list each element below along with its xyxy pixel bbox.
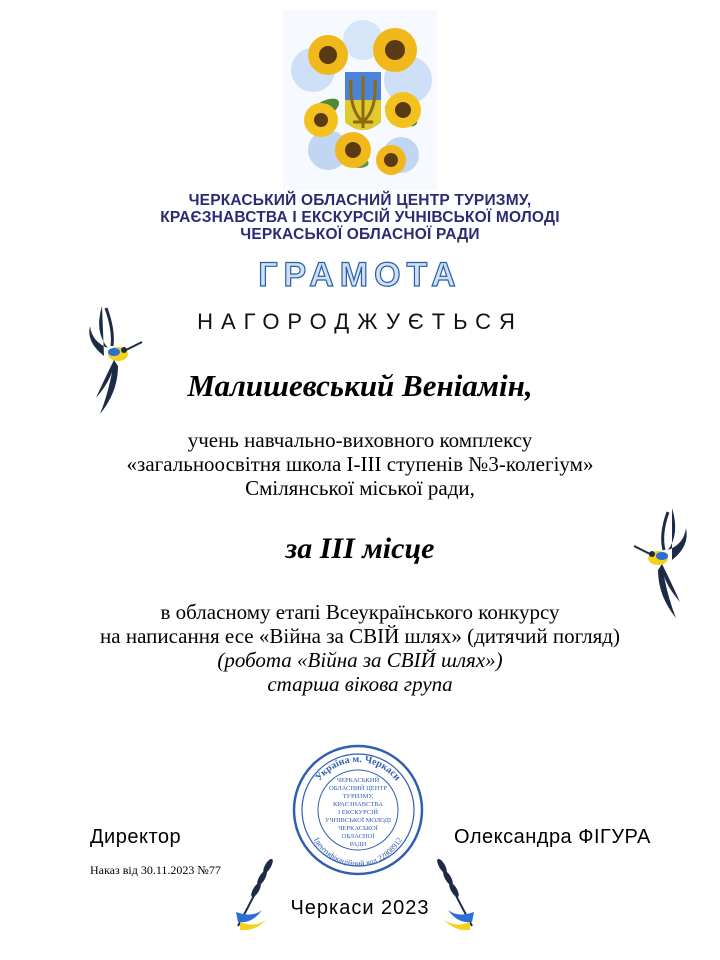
- contest-age-group: старша вікова група: [267, 672, 453, 696]
- stamp-code-text: Ідентифікаційний код 22808912: [312, 835, 404, 868]
- document-title: ГРАМОТА: [258, 256, 462, 294]
- school-line-3: Смілянської міської ради,: [245, 476, 475, 500]
- stamp-inner-line: ОБЛАСНИЙ ЦЕНТР: [328, 785, 388, 792]
- stamp-inner-line: ТУРИЗМУ,: [342, 793, 374, 800]
- stamp-inner-line: РАДИ: [349, 841, 367, 848]
- place-award: за ІІІ місце: [285, 532, 435, 565]
- school-line-1: учень навчально-виховного комплексу: [187, 428, 533, 452]
- stamp-inner-line: КРАЄЗНАВСТВА: [332, 801, 384, 808]
- director-label: Директор: [90, 826, 182, 848]
- stamp-inner-line: ЧЕРКАСЬКИЙ: [336, 777, 380, 784]
- organization-header: [0, 192, 720, 243]
- stamp-seal: [288, 740, 428, 880]
- stamp-inner-line: І ЕКСКУРСІЙ: [338, 809, 378, 816]
- hummingbird-icon: [84, 302, 146, 422]
- city-year: Черкаси 2023: [290, 897, 430, 919]
- stamp-inner-line: УЧНІВСЬКОЇ МОЛОДІ: [324, 817, 392, 824]
- recipient-name: Малишевський Веніамін,: [187, 368, 533, 403]
- stamp-inner-line: ОБЛАСНОЇ: [341, 833, 375, 840]
- school-description: [0, 428, 720, 500]
- organization-line-2: КРАЄЗНАВСТВА І ЕКСКУРСІЙ УЧНІВСЬКОЇ МОЛОДІ: [160, 209, 560, 226]
- contest-work-title: (робота «Війна за СВІЙ шлях»): [217, 648, 503, 672]
- organization-line-1: ЧЕРКАСЬКИЙ ОБЛАСНИЙ ЦЕНТР ТУРИЗМУ,: [188, 192, 532, 209]
- contest-description: [0, 600, 720, 696]
- contest-line-2: на написання есе «Війна за СВІЙ шлях» (дитячий погляд): [100, 624, 620, 648]
- school-line-2: «загальноосвітня школа І-ІІІ ступенів №3-колегіум»: [126, 452, 594, 476]
- awarded-label: НАГОРОДЖУЄТЬСЯ: [197, 309, 523, 334]
- sunflower-trident-emblem: [283, 10, 437, 190]
- organization-line-3: ЧЕРКАСЬКОЇ ОБЛАСНОЇ РАДИ: [240, 226, 480, 243]
- stamp-outer-text: Україна м. Черкаси: [313, 753, 403, 784]
- director-name: Олександра ФІГУРА: [454, 826, 651, 848]
- order-reference: Наказ від 30.11.2023 №77: [90, 863, 221, 877]
- wheat-icon: [428, 850, 478, 930]
- stamp-inner-line: ЧЕРКАСЬКОЇ: [338, 825, 378, 832]
- contest-line-1: в обласному етапі Всеукраїнського конкурсу: [160, 600, 560, 624]
